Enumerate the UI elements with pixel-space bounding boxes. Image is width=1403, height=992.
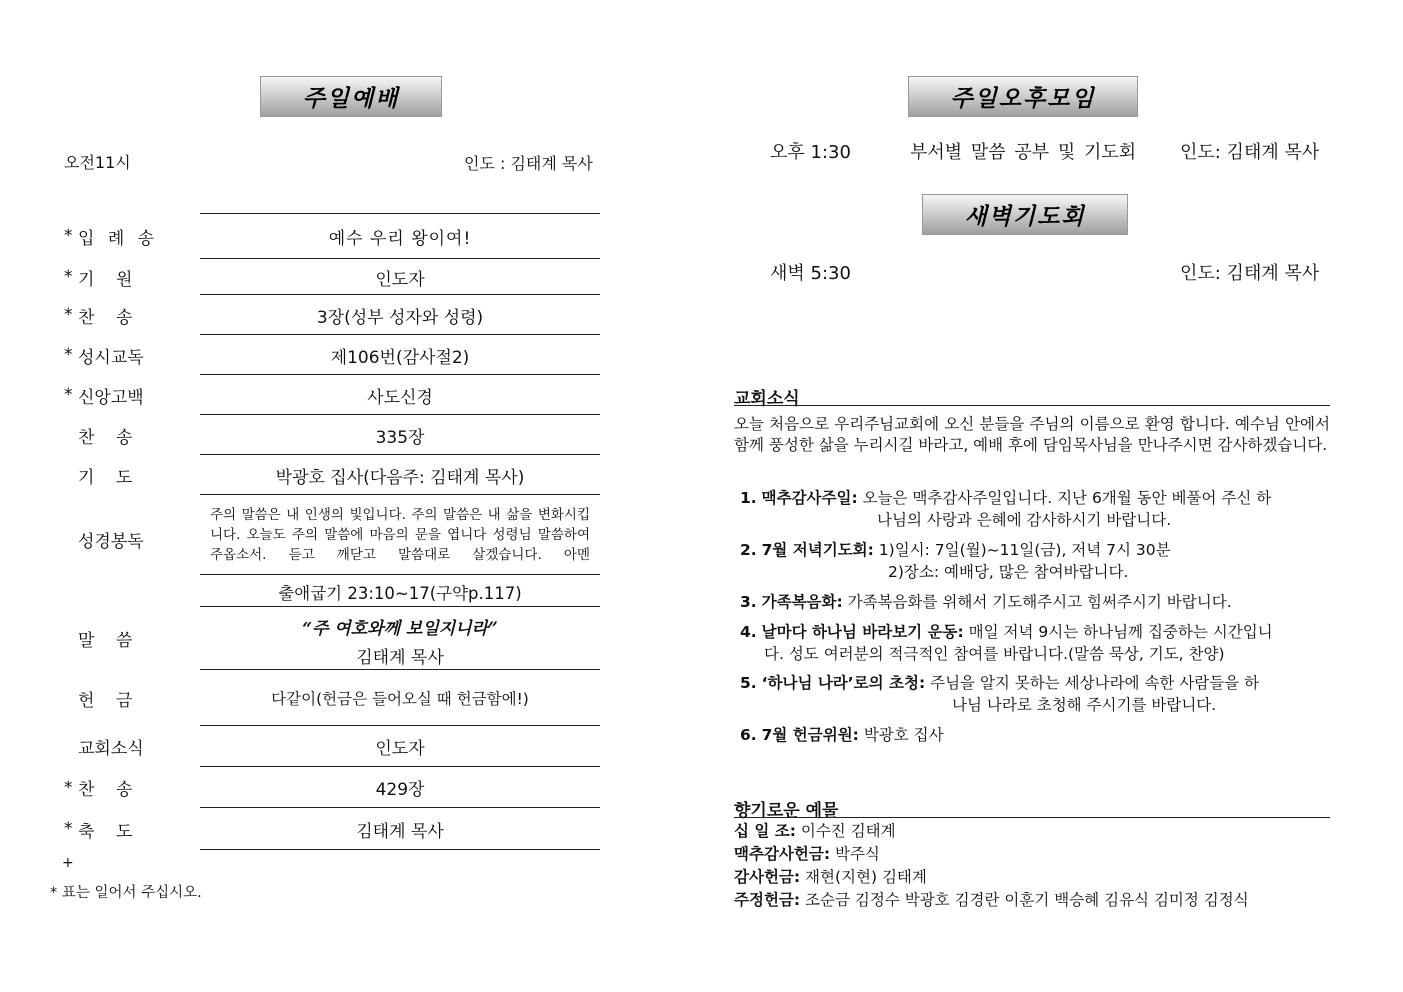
order-value: 인도자 [375,739,425,759]
offering-row: 감사헌금: 재현(지현) 김태계 [734,868,927,886]
news-item: 6. 7월 헌금위원: 박광호 집사 [740,726,944,744]
dawn-prayer-banner: 새벽기도회 [922,194,1128,235]
afternoon-time: 오후 1:30 [770,142,851,163]
order-row: * 찬 송 3장(성부 성자와 성령) [48,295,600,335]
dawn-leader: 인도: 김태계 목사 [1180,263,1320,284]
news-item: 5. ‘하나님 나라’로의 초청: 주님을 알지 못하는 세상나라에 속한 사람들을 하 나님 나라로 초청해 주시기를 바랍니다. [740,674,1260,714]
afternoon-meeting-banner: 주일오후모임 [908,76,1138,117]
order-value: 제106번(감사절2) [330,347,470,368]
dawn-time: 새벽 5:30 [770,263,851,284]
scripture-passage: 출애굽기 23:10~17(구약p.117) [278,584,522,603]
order-value: 다같이(헌금은 들어오실 때 헌금함에!) [271,690,529,708]
order-value: 박광호 집사(다음주: 김태계 목사) [275,467,525,488]
order-value: 김태계 목사 [356,821,444,842]
order-row: * 입 례 송 예수 우리 왕이여! [48,213,600,259]
order-value: 335장 [375,427,425,448]
offering-row: 맥추감사헌금: 박주식 [734,845,880,863]
order-row: 찬 송 335장 [48,415,600,455]
order-value: 3장(성부 성자와 성령) [316,307,484,328]
sermon-title: “주 여호와께 보일지니라” [302,618,498,639]
church-news-heading: 교회소식 [734,389,800,409]
footnote: * 표는 일어서 주십시오. [50,885,202,901]
order-value: 인도자 [375,269,425,290]
afternoon-leader: 인도: 김태계 목사 [1180,142,1320,163]
order-of-worship [48,213,600,850]
afternoon-desc: 부서별 말씀 공부 및 기도회 [910,142,1137,163]
sunday-worship-banner: 주일예배 [260,76,442,117]
sermon-row: 말 씀 “주 여호와께 보일지니라” 김태계 목사 [48,607,600,670]
church-news-intro: 오늘 처음으로 우리주님교회에 오신 분들을 주님의 이름으로 환영 합니다. 예수님 안에서 함께 풍성한 삶을 누리시길 바라고, 예배 후에 담임목사님을 만나주시면 감사하겠습니다. [734,415,1330,454]
order-row: * 신앙고백 사도신경 [48,375,600,415]
order-value: 예수 우리 왕이여! [328,228,472,249]
plus-mark: + [62,855,74,871]
order-row: * 찬 송 429장 [48,767,600,808]
order-row: 교회소식 인도자 [48,726,600,767]
order-row: * 기 원 인도자 [48,259,600,295]
scripture-prayer: 주의 말씀은 내 인생의 빛입니다. 주의 말씀은 내 삶을 변화시킵니다. 오늘도 주의 말씀에 마음의 문을 엽니다 성령님 말씀하여 주옵소서. 듣고 깨닫고 말씀대로 살겠습니다. 아멘 [200,495,600,575]
offerings-heading: 향기로운 예물 [734,801,839,821]
offering-row: 주정헌금: 조순금 김정수 박광호 김경란 이훈기 백승혜 김유식 김미정 김정식 [734,891,1249,909]
news-item: 1. 맥추감사주일: 오늘은 맥추감사주일입니다. 지난 6개월 동안 베풀어 주신 하 나님의 사랑과 은혜에 감사하시기 바랍니다. [740,489,1272,529]
offering-row: 십 일 조: 이수진 김태계 [734,822,896,840]
order-value: 429장 [375,780,425,800]
scripture-row: 성경봉독 주의 말씀은 내 인생의 빛입니다. 주의 말씀은 내 삶을 변화시킵니다. 오늘도 주의 말씀에 마음의 문을 엽니다 성령님 말씀하여 주옵소서. 듣고 깨닫고 말씀대로 살겠습니다. 아멘 출애굽기 23:10~17(구약p.117) [48,495,600,607]
worship-leader: 인도 : 김태계 목사 [464,154,593,173]
order-row: 헌 금 다같이(헌금은 들어오실 때 헌금함에!) [48,670,600,726]
worship-time: 오전11시 [64,153,131,172]
news-item: 2. 7월 저녁기도회: 1)일시: 7일(월)~11일(금), 저녁 7시 30분 2)장소: 예배당, 많은 참여바랍니다. [740,541,1171,581]
news-item: 4. 날마다 하나님 바라보기 운동: 매일 저녁 9시는 하나님께 집중하는 시간입니 다. 성도 여러분의 적극적인 참여를 바랍니다.(말씀 묵상, 기도, 찬양) [740,623,1273,663]
sermon-preacher: 김태계 목사 [356,647,444,668]
order-row: 기 도 박광호 집사(다음주: 김태계 목사) [48,455,600,495]
order-value: 사도신경 [367,387,433,408]
news-item: 3. 가족복음화: 가족복음화를 위해서 기도해주시고 힘써주시기 바랍니다. [740,593,1232,611]
order-row: * 성시교독 제106번(감사절2) [48,335,600,375]
order-row: * 축 도 김태계 목사 [48,808,600,850]
